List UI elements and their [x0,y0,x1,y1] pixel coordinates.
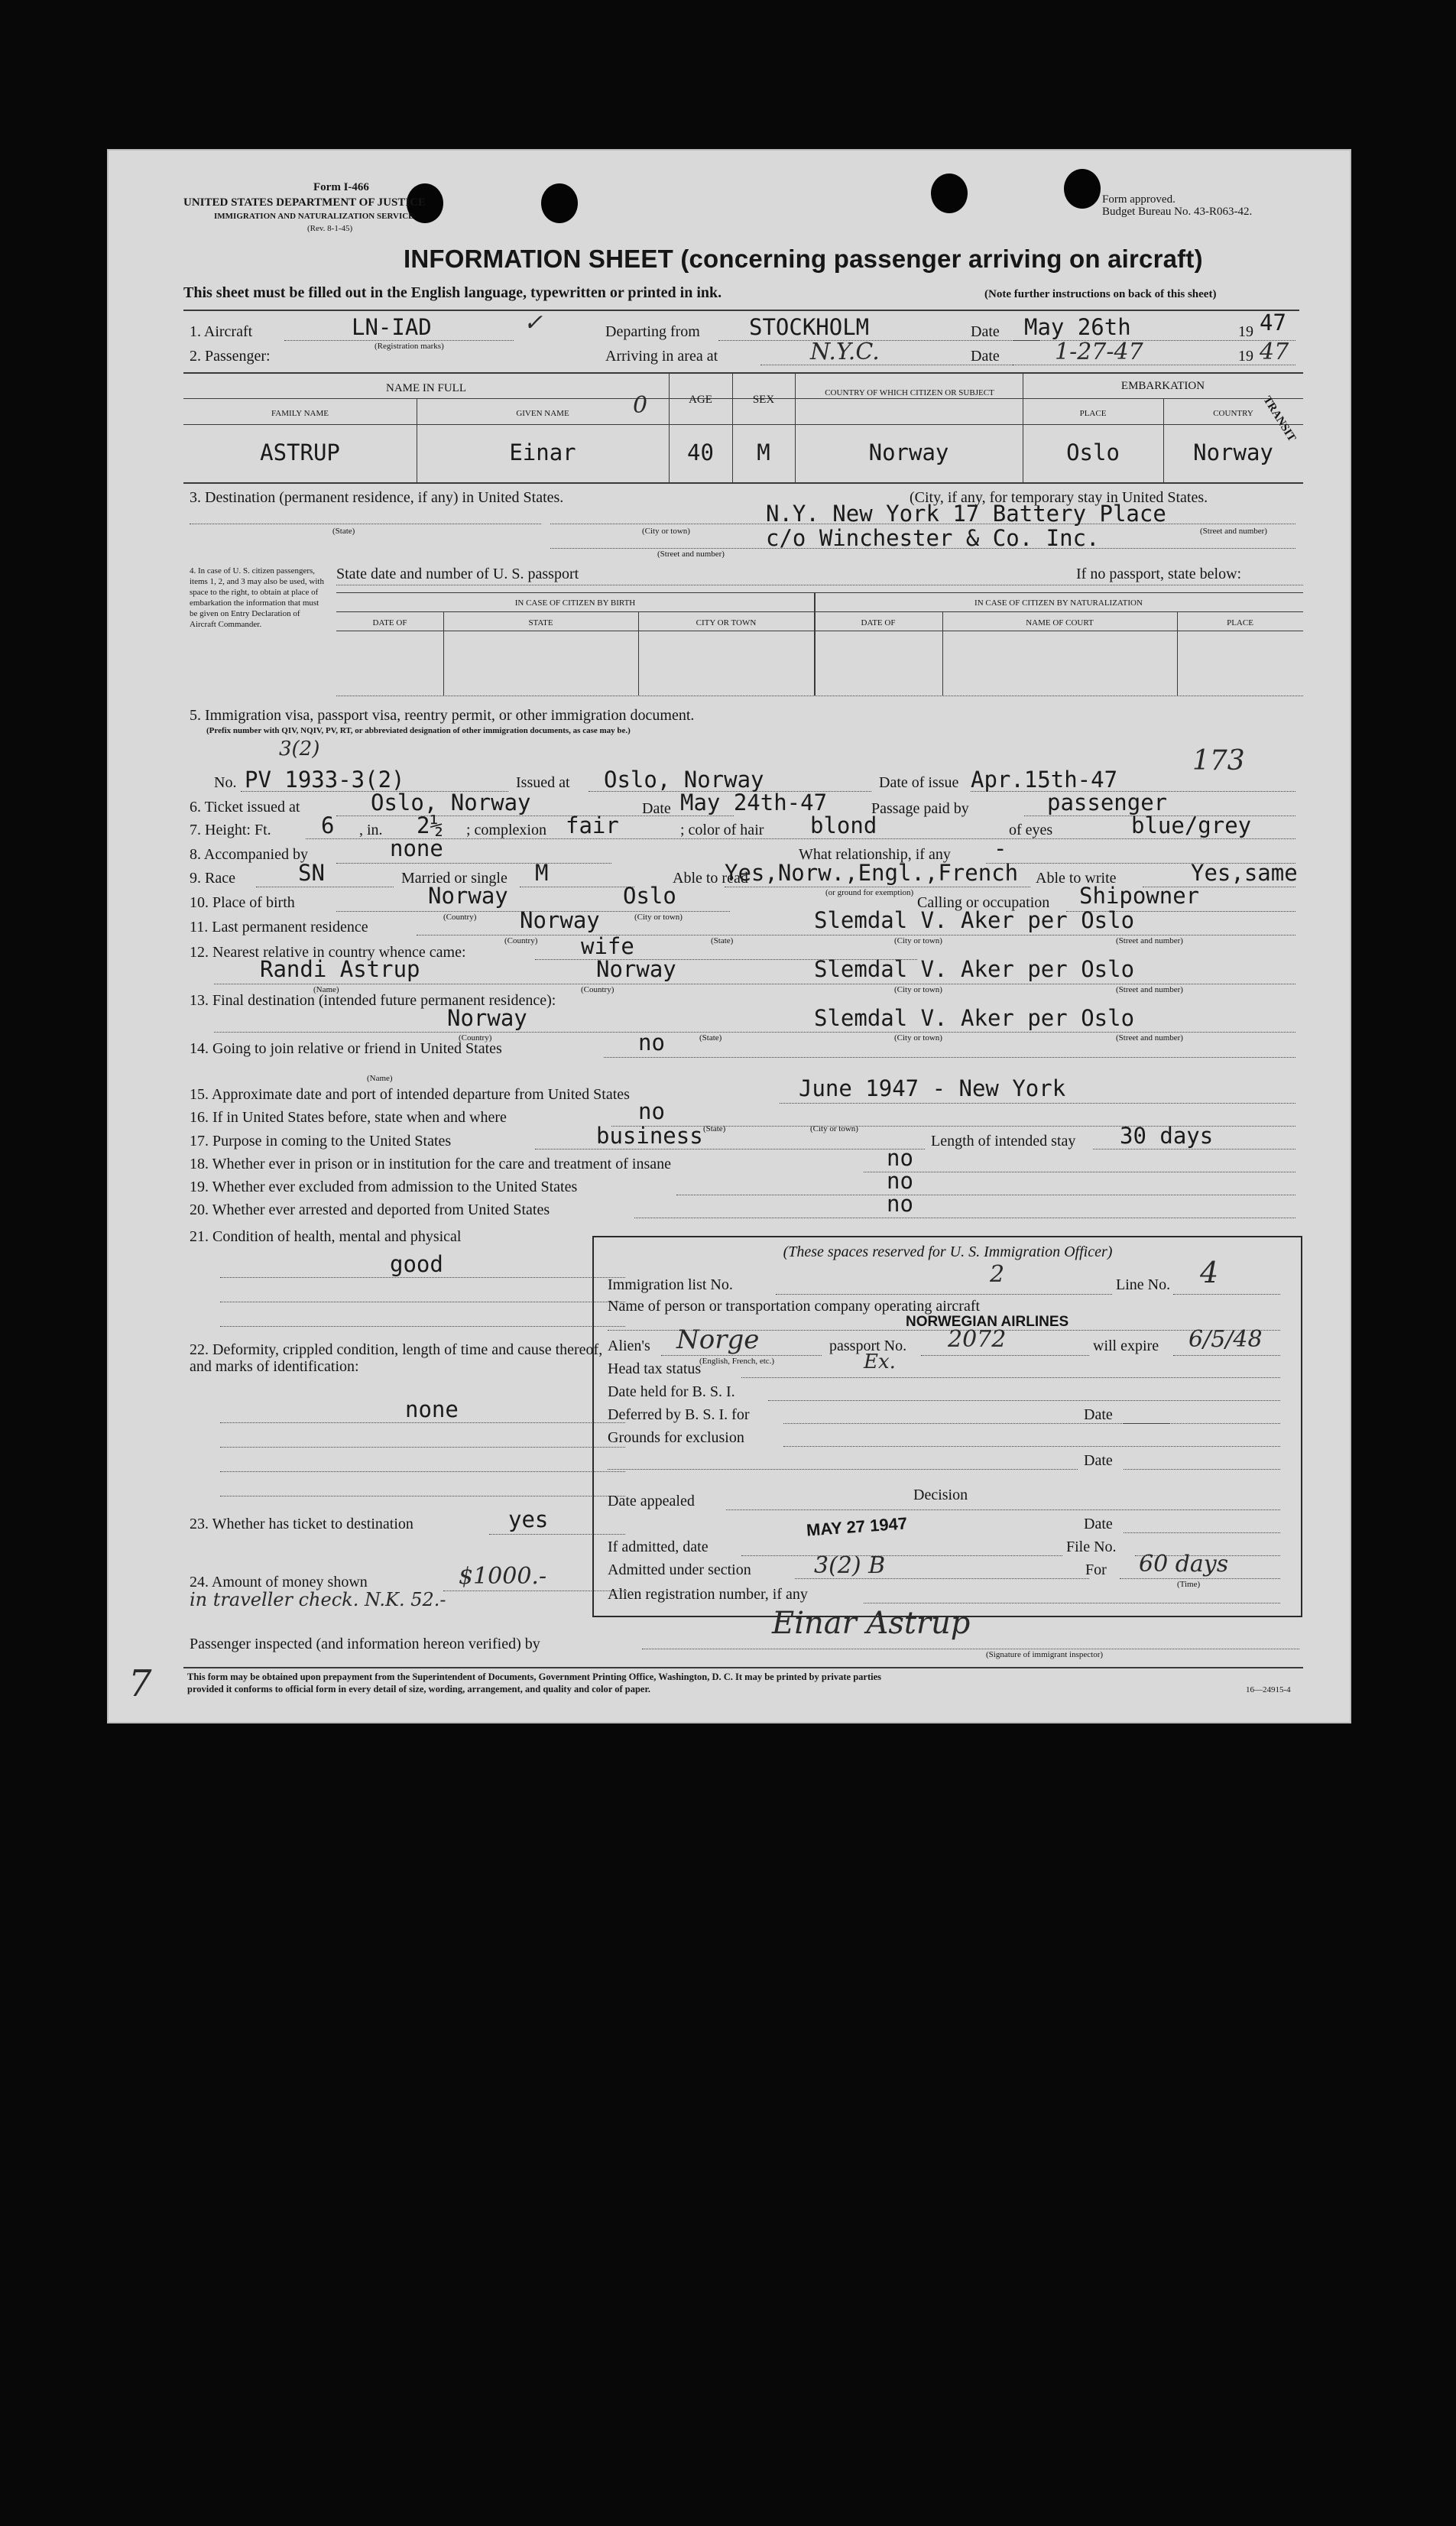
for-value: 60 days [1139,1551,1229,1578]
money-label: 24. Amount of money shown [190,1574,368,1591]
page-title: INFORMATION SHEET (concerning passenger arriving on aircraft) [404,245,1203,273]
join-value: no [638,1030,665,1055]
place-header: PLACE [1079,409,1107,418]
arriving-label: Arriving in area at [605,348,718,365]
officer-reserved-caption: (These spaces reserved for U. S. Immigration Officer) [783,1244,1113,1260]
family-name-header: FAMILY NAME [271,409,329,418]
exemption-caption: (or ground for exemption) [825,888,914,897]
footer-line2: provided it conforms to official form in every detail of size, wording, arrangement, and quality and color of paper. [187,1684,650,1694]
aircraft-value: LN-IAD [352,314,432,340]
departing-value: STOCKHOLM [749,314,870,340]
street-caption: (Street and number) [1200,527,1267,536]
held-label: Date held for B. S. I. [608,1383,735,1400]
ticket-date-label: Date [642,800,671,817]
form-approved: Form approved. [1102,193,1176,206]
write-value: Yes,same [1191,860,1298,886]
ticket-date-value: May 24th-47 [680,790,828,816]
inspector-signature: Einar Astrup [772,1606,971,1641]
sex-header: SEX [752,394,775,406]
country-value: Norway [868,439,949,465]
head-tax-label: Head tax status [608,1360,702,1377]
final-destination-country: Norway [447,1005,527,1031]
arrival-date-label: Date [971,348,1000,365]
prison-label: 18. Whether ever in prison or in institution for the care and treatment of insane [190,1156,671,1172]
write-label: Able to write [1036,870,1117,887]
revision: (Rev. 8-1-45) [307,224,353,233]
section-label: Admitted under section [608,1561,751,1578]
birth-city-col: CITY OR TOWN [696,618,757,627]
before-label: 16. If in United States before, state when and where [190,1109,507,1126]
alien-reg-label: Alien registration number, if any [608,1586,808,1603]
final-city-caption: (City or town) [894,1033,942,1043]
depart-label: 15. Approximate date and port of intended departure from United States [190,1086,630,1103]
budget-bureau: Budget Bureau No. 43-R063-42. [1102,206,1253,218]
file-no-label: File No. [1066,1539,1117,1555]
join-label: 14. Going to join relative or friend in United States [190,1040,502,1057]
married-value: M [535,860,549,886]
final-street-caption: (Street and number) [1116,1033,1183,1043]
expire-value: 6/5/48 [1188,1326,1263,1353]
relative-country: Norway [596,956,676,982]
accompanied-label: 8. Accompanied by [190,846,308,863]
health-value: good [390,1251,443,1277]
ticket-label: 6. Ticket issued at [190,799,300,816]
footer-line1: This form may be obtained upon prepayment from the Superintendent of Documents, Government Printing Office, Washington, D. C. It may be printed by private parties [187,1672,881,1682]
passport-no-label: passport No. [829,1338,907,1354]
last-residence-address: Slemdal V. Aker per Oslo [814,907,1135,933]
street-caption-2: (Street and number) [657,550,725,559]
destination-line1: N.Y. New York 17 Battery Place [766,501,1166,527]
deferred-label: Deferred by B. S. I. for [608,1406,750,1423]
complexion-label: ; complexion [466,822,546,838]
passport-no-value: 2072 [948,1326,1007,1353]
paid-by-label: Passage paid by [871,800,969,817]
money-value: $1000.- [459,1563,547,1590]
decision-date-label: Date [1084,1516,1113,1532]
birth-city-value: Oslo [623,883,676,909]
purpose-value: business [596,1123,703,1149]
final-state-caption: (State) [699,1033,722,1043]
passenger-label: 2. Passenger: [190,348,271,365]
grounds-date-label: Date [1084,1452,1113,1469]
year-prefix: 19 [1238,323,1253,340]
footer-code: 16—24915-4 [1246,1685,1291,1694]
service: IMMIGRATION AND NATURALIZATION SERVICE [214,212,414,221]
visa-issued-label: Issued at [516,774,570,791]
birth-state-col: STATE [528,618,553,627]
departure-date-label: Date [971,323,1000,340]
stay-value: 30 days [1120,1123,1214,1149]
embarkation-header: EMBARKATION [1120,380,1205,392]
nat-date-col: DATE OF [861,618,896,627]
given-name-value: Einar [509,439,576,465]
eyes-label: of eyes [1009,822,1053,838]
relative-city-caption: (City or town) [894,985,942,994]
last-res-country-caption: (Country) [504,936,538,945]
hair-value: blond [810,812,877,838]
name-in-full-header: NAME IN FULL [386,382,466,394]
eyes-value: blue/grey [1131,812,1252,838]
destination-line2: c/o Winchester & Co. Inc. [766,525,1100,551]
purpose-label: 17. Purpose in coming to the United States [190,1133,452,1150]
final-destination-address: Slemdal V. Aker per Oslo [814,1005,1135,1031]
emb-country-header: COUNTRY [1213,409,1253,418]
instruction: This sheet must be filled out in the English language, typewritten or printed in ink. [183,284,722,301]
appealed-label: Date appealed [608,1493,695,1509]
year-value: 47 [1260,310,1286,336]
stay-label: Length of intended stay [931,1133,1076,1150]
visa-prefix-note: (Prefix number with QIV, NQIV, PV, RT, or abbreviated designation of other immigration documents, as case may be.) [206,726,631,735]
visa-hand-number: 173 [1192,745,1245,777]
line-no-label: Line No. [1116,1276,1171,1293]
destination-label: 3. Destination (permanent residence, if any) in United States. [190,489,564,506]
calling-label: Calling or occupation [917,894,1050,911]
transit-stamp: TRANSIT [1260,394,1299,444]
birth-date-col: DATE OF [372,618,407,627]
aircraft-label: 1. Aircraft [190,323,253,340]
nationality-caption: (English, French, etc.) [699,1357,775,1366]
visa-label: 5. Immigration visa, passport visa, reentry permit, or other immigration document. [190,707,695,724]
height-label: 7. Height: Ft. [190,822,271,838]
age-header: AGE [689,394,712,406]
grounds-label: Grounds for exclusion [608,1429,744,1446]
company-label: Name of person or transportation company operating aircraft [608,1298,981,1315]
by-naturalization-header: IN CASE OF CITIZEN BY NATURALIZATION [974,598,1143,608]
excluded-value: no [887,1168,913,1194]
relative-label: 12. Nearest relative in country whence came: [190,944,466,961]
ticket-destination-value: yes [508,1506,549,1532]
punch-hole [541,183,578,223]
hair-label: ; color of hair [680,822,764,838]
paid-by-value: passenger [1047,790,1168,816]
citizen-note: 4. In case of U. S. citizen passengers, items 1, 2, and 3 may also be used, with space to the right, to obtain at place of embarkation the information that must be given on Entry Declaration of Aircraft Commander. [190,566,324,629]
deferred-date-label: Date [1084,1406,1113,1423]
calling-value: Shipowner [1079,883,1200,909]
relationship-value: - [994,835,1007,861]
accompanied-value: none [390,835,443,861]
arriving-value: N.Y.C. [810,339,880,365]
inspected-label: Passenger inspected (and information hereon verified) by [190,1636,540,1652]
margin-mark: 7 [128,1662,152,1705]
nat-place-col: PLACE [1227,618,1253,627]
excluded-label: 19. Whether ever excluded from admission to the United States [190,1179,578,1195]
height-in-label: , in. [359,822,383,838]
section-value: 3(2) B [814,1552,886,1579]
expire-label: will expire [1093,1338,1159,1354]
purpose-city-caption: (City or town) [810,1124,858,1133]
birth-country-caption: (Country) [443,913,477,922]
passport-state-date-label: State date and number of U. S. passport [336,566,579,582]
final-destination-label: 13. Final destination (intended future permanent residence): [190,992,556,1009]
race-value: SN [298,860,325,886]
birth-city-caption: (City or town) [634,913,683,922]
married-label: Married or single [401,870,507,887]
depart-value: June 1947 - New York [799,1075,1066,1101]
race-label: 9. Race [190,870,235,887]
signature-caption: (Signature of immigrant inspector) [986,1650,1104,1659]
deformity-label: 22. Deformity, crippled condition, length of time and cause thereof, and marks of identification: [190,1341,603,1375]
margin-zero: 0 [633,392,648,419]
prison-value: no [887,1145,913,1171]
relative-street-caption: (Street and number) [1116,985,1183,994]
last-res-state-caption: (State) [711,936,734,945]
punch-hole [931,173,968,213]
visa-no-label: No. [214,774,237,791]
punch-hole [1064,169,1101,209]
purpose-state-caption: (State) [703,1124,726,1133]
emb-country-value: Norway [1193,439,1273,465]
department: UNITED STATES DEPARTMENT OF JUSTICE [183,196,426,209]
health-label: 21. Condition of health, mental and physical [190,1228,462,1245]
read-label: Able to read [673,870,748,887]
last-residence-country: Norway [520,907,600,933]
admitted-date-label: If admitted, date [608,1539,709,1555]
line-no-value: 4 [1200,1256,1219,1289]
arrival-date-value: 1-27-47 [1055,339,1143,365]
relationship-label: What relationship, if any [799,846,951,863]
relative-name: Randi Astrup [260,956,420,982]
arrival-year-value: 47 [1260,339,1289,365]
last-res-city-caption: (City or town) [894,936,942,945]
city-caption: (City or town) [642,527,690,536]
departure-date-value: May 26th [1024,314,1131,340]
admitted-date-stamp: MAY 27 1947 [806,1513,908,1540]
decision-label: Decision [913,1487,968,1503]
relative-country-caption: (Country) [581,985,615,994]
given-name-header: GIVEN NAME [516,409,569,418]
head-tax-value: Ex. [864,1351,896,1373]
visa-no-value: PV 1933-3(2) [245,767,405,793]
by-birth-header: IN CASE OF CITIZEN BY BIRTH [514,598,636,608]
money-note: in traveller check. N.K. 52.- [190,1589,446,1610]
visa-hand-note: 3(2) [279,738,320,760]
depart-name-caption: (Name) [367,1074,393,1083]
registration-caption: (Registration marks) [375,342,444,351]
deported-value: no [887,1191,913,1217]
ticket-value: Oslo, Norway [371,790,531,816]
before-value: no [638,1098,665,1124]
height-in-value: 2½ [417,812,443,838]
relative-relationship: wife [581,933,634,959]
aliens-label: Alien's [608,1338,650,1354]
check-mark: ✓ [524,310,543,336]
sex-value: M [757,439,770,465]
relative-name-caption: (Name) [313,985,339,994]
company-value: NORWEGIAN AIRLINES [906,1314,1069,1330]
visa-issued-value: Oslo, Norway [604,767,764,793]
last-residence-label: 11. Last permanent residence [190,919,368,935]
back-note: (Note further instructions on back of this sheet) [984,288,1217,300]
no-passport-label: If no passport, state below: [1076,566,1242,582]
birth-label: 10. Place of birth [190,894,295,911]
arrival-year-prefix: 19 [1238,348,1253,365]
deported-label: 20. Whether ever arrested and deported from United States [190,1201,550,1218]
state-caption: (State) [332,527,355,536]
form-number: Form I-466 [313,181,369,193]
deformity-value: none [405,1396,459,1422]
visa-doi-value: Apr.15th-47 [971,767,1118,793]
final-country-caption: (Country) [459,1033,492,1043]
departing-label: Departing from [605,323,700,340]
temporary-stay-label: (City, if any, for temporary stay in United States. [910,489,1208,506]
read-value: Yes,Norw.,Engl.,French [725,860,1019,886]
nat-court-col: NAME OF COURT [1026,618,1094,627]
birth-country-value: Norway [428,883,508,909]
aliens-value: Norge [676,1325,760,1355]
visa-doi-label: Date of issue [879,774,959,791]
age-value: 40 [687,439,714,465]
for-label: For [1085,1561,1107,1578]
ticket-destination-label: 23. Whether has ticket to destination [190,1516,413,1532]
immigration-list-value: 2 [990,1261,1005,1288]
relative-address: Slemdal V. Aker per Oslo [814,956,1135,982]
family-name-value: ASTRUP [260,439,340,465]
place-value: Oslo [1066,439,1120,465]
information-sheet [107,149,1351,1723]
height-ft-value: 6 [321,812,335,838]
last-res-street-caption: (Street and number) [1116,936,1183,945]
complexion-value: fair [566,812,619,838]
country-header: COUNTRY OF WHICH CITIZEN OR SUBJECT [825,388,994,397]
time-caption: (Time) [1177,1580,1201,1589]
immigration-list-label: Immigration list No. [608,1276,733,1293]
